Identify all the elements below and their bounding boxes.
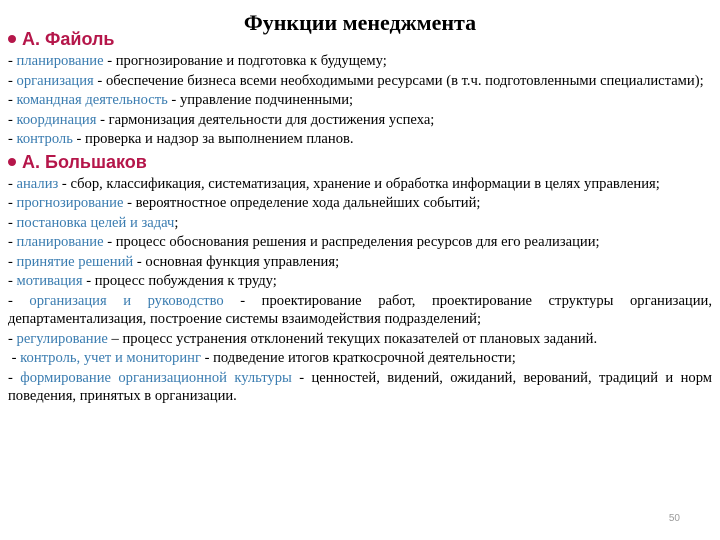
list-item: - командная деятельность - управление подчиненными; — [8, 92, 354, 108]
function-term: командная деятельность — [16, 92, 168, 108]
function-term: принятие решений — [16, 253, 134, 270]
author-heading-fayol — [8, 28, 712, 50]
list-item: - мотивация - процесс побуждения к труду; — [8, 273, 277, 289]
bullet-icon — [8, 158, 16, 166]
bullet-icon — [8, 35, 16, 43]
list-item: - формирование организационной культуры - ценностей, видений, ожиданий, верований, традиций и норм поведения, принятых в организации. — [8, 369, 713, 404]
function-term: регулирование — [16, 330, 108, 347]
function-term: планирование — [16, 234, 104, 250]
function-term: организация и руководство — [29, 292, 224, 309]
list-item: - принятие решений - основная функция управления; — [8, 253, 340, 270]
function-term: организация — [16, 72, 94, 89]
function-term: планирование — [16, 53, 104, 69]
function-term: контроль, учет и мониторинг — [20, 350, 201, 366]
function-term: мотивация — [16, 273, 83, 289]
function-term: анализ — [16, 175, 59, 192]
function-term: контроль — [16, 131, 73, 147]
list-item: - контроль, учет и мониторинг - подведение итогов краткосрочной деятельности; — [8, 350, 516, 366]
list-item: - регулирование – процесс устранения отклонений текущих показателей от плановых заданий. — [8, 330, 598, 347]
function-list-fayol — [8, 52, 712, 149]
author-heading-bolshakov — [8, 151, 712, 173]
author-name: А. Большаков — [22, 151, 147, 172]
function-term: постановка целей и задач — [16, 214, 175, 231]
list-item: - организация - обеспечение бизнеса всеми необходимыми ресурсами (в т.ч. подготовленными специалистами); — [8, 72, 704, 89]
author-name: А. Файоль — [22, 29, 115, 49]
list-item: - планирование - процесс обоснования решения и распределения ресурсов для его реализации; — [8, 234, 600, 250]
function-list-bolshakov — [8, 175, 712, 406]
list-item: - постановка целей и задач; — [8, 214, 179, 231]
function-term: формирование организационной культуры — [20, 369, 292, 386]
function-term: прогнозирование — [16, 195, 124, 211]
list-item: - координация - гармонизация деятельности для достижения успеха; — [8, 111, 435, 128]
list-item: - контроль - проверка и надзор за выполнением планов. — [8, 131, 354, 147]
list-item: - организация и руководство - проектирование работ, проектирование структуры организации, департаментализация, построение системы взаимодействия подразделений; — [8, 292, 712, 327]
list-item: - планирование - прогнозирование и подготовка к будущему; — [8, 53, 387, 69]
page-number: 50 — [668, 513, 680, 524]
function-term: координация — [16, 111, 97, 128]
list-item: - анализ - сбор, классификация, систематизация, хранение и обработка информации в целях управления; — [8, 175, 660, 192]
slide-title: Функции менеджмента — [243, 10, 477, 35]
list-item: - прогнозирование - вероятностное определение хода дальнейших событий; — [8, 195, 481, 211]
